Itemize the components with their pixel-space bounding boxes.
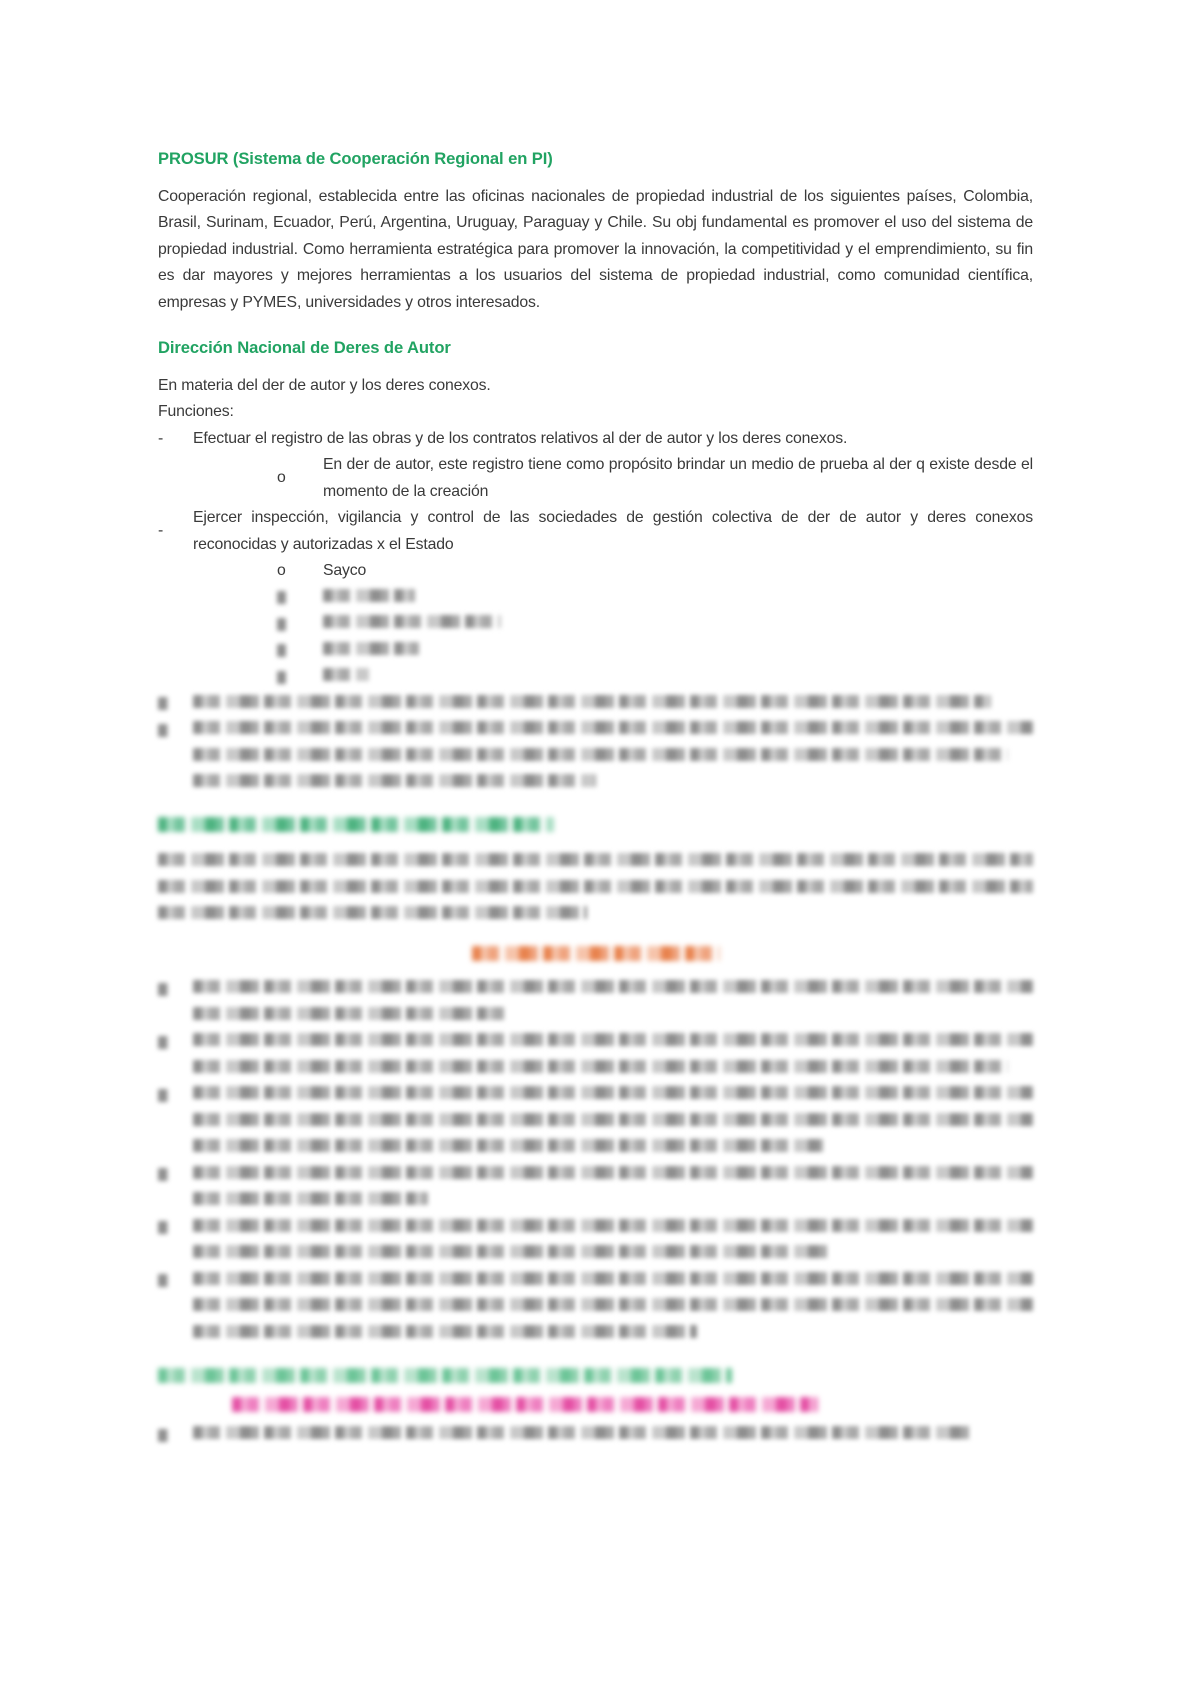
redacted-line — [158, 900, 1033, 927]
redacted-line — [158, 717, 1033, 744]
redacted-bullet-list-2 — [158, 976, 1033, 1347]
redacted-line — [158, 1241, 1033, 1268]
redacted-text-bar — [158, 1274, 168, 1287]
redacted-text-bar — [193, 1245, 831, 1258]
redacted-dash-marker — [158, 724, 193, 737]
redacted-dash-marker — [158, 983, 193, 996]
redacted-line — [158, 873, 1033, 900]
redacted-line — [158, 1215, 1033, 1242]
redacted-heading-timeline — [158, 1362, 1033, 1389]
redacted-line-text — [323, 664, 1033, 691]
redacted-text-bar — [193, 721, 1033, 734]
redacted-text-bar — [193, 1086, 1033, 1099]
redacted-line — [158, 1003, 1033, 1030]
redacted-ica-paragraph — [158, 847, 1033, 927]
redacted-dash-marker — [158, 1168, 193, 1181]
redacted-dash-marker — [158, 697, 193, 710]
redacted-text-bar — [193, 774, 596, 787]
redacted-line-text — [193, 1294, 1033, 1321]
redacted-line-text — [193, 1135, 1033, 1162]
redacted-text-bar — [158, 1036, 168, 1049]
redacted-text-bar — [193, 695, 991, 708]
redacted-text-bar — [193, 980, 1033, 993]
redacted-line — [158, 1162, 1033, 1189]
autor-functions-label: Funciones: — [158, 403, 234, 420]
redacted-text-bar — [193, 1113, 1033, 1126]
redacted-text-bar — [323, 668, 369, 681]
list-item-text: Ejercer inspección, vigilancia y control de las sociedades de gestión colectiva de der de autor y deres conexos reconocidas y autorizadas x el Estado — [193, 509, 1033, 553]
redacted-line — [158, 1321, 1033, 1348]
redacted-line-text — [193, 1029, 1033, 1056]
circle-bullet-marker: o — [277, 469, 286, 487]
autor-intro-line: En materia del der de autor y los deres conexos. — [158, 376, 491, 394]
redacted-line-text — [193, 1268, 1033, 1295]
redacted-circle-marker — [277, 671, 323, 684]
redacted-text-bar — [193, 1033, 1033, 1046]
redacted-circle-marker — [277, 618, 323, 631]
redacted-line-text — [193, 1003, 1033, 1030]
redacted-text-bar — [277, 618, 286, 631]
redacted-text-bar — [193, 1139, 823, 1152]
list-item — [158, 426, 1033, 453]
redacted-line-text — [193, 1422, 1033, 1449]
list-subitem — [158, 452, 1033, 505]
redacted-line-text — [193, 1241, 1033, 1268]
circle-bullet-marker: o — [277, 562, 286, 579]
redacted-line-text — [193, 1162, 1033, 1189]
redacted-line — [158, 611, 1033, 638]
redacted-line — [158, 691, 1033, 718]
list-item-text: Efectuar el registro de las obras y de los contratos relativos al der de autor y los deres conexos. — [193, 429, 848, 447]
redacted-text-bar — [158, 1089, 168, 1102]
list-subitem — [158, 558, 1033, 585]
redacted-dash-marker — [158, 1036, 193, 1049]
list-subitem-text: Sayco — [323, 562, 367, 579]
redacted-line — [158, 1082, 1033, 1109]
redacted-text-bar — [158, 983, 168, 996]
redacted-line — [158, 664, 1033, 691]
redacted-line — [158, 1109, 1033, 1136]
redacted-dash-marker — [158, 1089, 193, 1102]
list-subitem-text: En der de autor, este registro tiene como propósito brindar un medio de prueba al der q existe desde el momento de la creación — [323, 456, 1033, 500]
redacted-text-bar — [158, 880, 1033, 893]
redacted-text-bar — [193, 748, 1008, 761]
redacted-line — [158, 585, 1033, 612]
dash-bullet-marker: - — [158, 522, 164, 540]
redacted-text-bar — [323, 642, 419, 655]
redacted-text-bar — [158, 724, 168, 737]
redacted-heading-tratados — [158, 940, 1033, 967]
redacted-line — [158, 638, 1033, 665]
redacted-text-bar — [193, 1060, 1008, 1073]
redacted-text-bar — [323, 589, 415, 602]
redacted-line — [158, 1056, 1033, 1083]
redacted-heading-convenio — [232, 1391, 1033, 1418]
redacted-text-bar — [158, 1368, 732, 1383]
redacted-line — [158, 847, 1033, 874]
redacted-line — [158, 1135, 1033, 1162]
functions-list — [158, 426, 1033, 797]
redacted-text-bar — [193, 1426, 974, 1439]
redacted-text-bar — [193, 1298, 1033, 1311]
redacted-text-bar — [158, 853, 1033, 866]
redacted-line — [158, 1188, 1033, 1215]
redacted-text-bar — [323, 615, 501, 628]
redacted-line — [158, 744, 1033, 771]
redacted-text-bar — [277, 671, 286, 684]
redacted-dash-marker — [158, 1429, 193, 1442]
redacted-line-text — [323, 611, 1033, 638]
redacted-bullet-list-1 — [158, 691, 1033, 797]
redacted-line-text — [323, 638, 1033, 665]
section-heading-prosur: PROSUR (Sistema de Cooperación Regional en PI) — [158, 149, 553, 168]
redacted-text-bar — [232, 1397, 818, 1412]
redacted-text-bar — [193, 1219, 1033, 1232]
redacted-text-bar — [158, 817, 554, 832]
redacted-line — [158, 1294, 1033, 1321]
redacted-line-text — [323, 585, 1033, 612]
redacted-line — [158, 1422, 1033, 1449]
redacted-text-bar — [158, 1429, 168, 1442]
redacted-text-bar — [193, 1325, 697, 1338]
redacted-line — [158, 976, 1033, 1003]
redacted-line-text — [193, 744, 1033, 771]
redacted-line-text — [193, 717, 1033, 744]
redacted-text-bar — [158, 697, 168, 710]
redacted-text-bar — [193, 1192, 428, 1205]
redacted-dash-marker — [158, 1221, 193, 1234]
redacted-line-text — [193, 976, 1033, 1003]
redacted-text-bar — [193, 1007, 504, 1020]
redacted-line-text — [193, 1188, 1033, 1215]
redacted-line-text — [193, 691, 1033, 718]
dash-bullet-marker: - — [158, 429, 164, 447]
redacted-text-bar — [193, 1166, 1033, 1179]
redacted-line-text — [193, 1215, 1033, 1242]
redacted-text-bar — [158, 1168, 168, 1181]
redacted-line — [158, 770, 1033, 797]
redacted-text-bar — [472, 946, 720, 961]
redacted-circle-marker — [277, 644, 323, 657]
redacted-text-bar — [193, 1272, 1033, 1285]
prosur-paragraph: Cooperación regional, establecida entre las oficinas nacionales de propiedad industrial de los siguientes países, Colombia, Brasil, Surinam, Ecuador, Perú, Argentina, Uruguay, Paraguay y Chile. Su obj fundamental es promover el uso del sistema de propiedad industrial. Como herramienta estratégica para promover la innovación, la competitividad y el emprendimiento, su fin es dar mayores y mejores herramientas a los usuarios del sistema de propiedad industrial, como comunidad científica, empresas y PYMES, universidades y otros interesados. — [158, 187, 1033, 311]
redacted-line-text — [193, 1056, 1033, 1083]
redacted-text-bar — [158, 1221, 168, 1234]
redacted-text-bar — [158, 906, 587, 919]
redacted-line-text — [193, 770, 1033, 797]
redacted-line — [158, 1268, 1033, 1295]
redacted-text-bar — [277, 644, 286, 657]
redacted-sub-bullet-list — [158, 585, 1033, 691]
redacted-line-text — [193, 1082, 1033, 1109]
redacted-line-text — [193, 1109, 1033, 1136]
redacted-final-bullet — [158, 1422, 1033, 1449]
redacted-text-bar — [277, 591, 286, 604]
list-item — [158, 505, 1033, 558]
redacted-dash-marker — [158, 1274, 193, 1287]
redacted-line-text — [193, 1321, 1033, 1348]
redacted-circle-marker — [277, 591, 323, 604]
redacted-heading-ica — [158, 811, 1033, 838]
section-heading-direccion: Dirección Nacional de Deres de Autor — [158, 338, 451, 357]
redacted-line — [158, 1029, 1033, 1056]
